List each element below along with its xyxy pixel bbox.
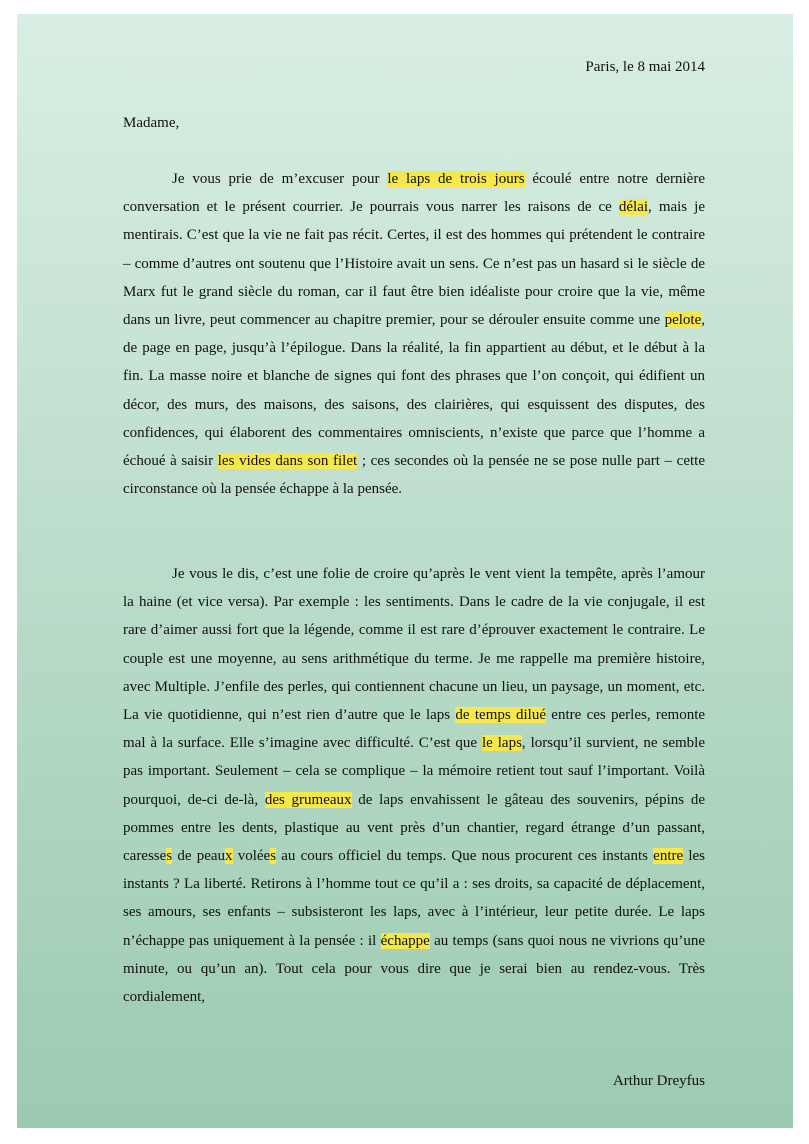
text-segment: volée	[232, 848, 271, 865]
salutation: Madame,	[123, 115, 180, 131]
text-segment: , lorsqu’il survient, ne semble pas important. Seulement – cela se complique – la mémoire retient tout sauf l’important. Voilà pourquoi, de-ci de-là,	[123, 735, 705, 808]
text-segment: Je vous le dis, c’est une folie de croire qu’après le vent vient la tempête, après l’amour la haine (et vice versa). Par exemple : les sentiments. Dans le cadre de la vie conjugale, il est rare d’aimer aussi fort que la légende, comme il est rare d’éprouver exactement le contraire. Le couple est une moyenne, au sens arithmétique du terme. Je me rappelle ma première histoire, avec Multiple. J’enfile des perles, qui contiennent chacune un lieu, un paysage, un moment, etc. La vie quotidienne, qui n’est rien d’autre que le laps	[123, 566, 705, 724]
text-segment: de laps envahissent le gâteau des souvenirs, pépins de pommes entre les dents, plastique au vent près d’un chantier, regard étrange d’un passant, caresse	[123, 791, 705, 865]
paragraph-2	[123, 560, 705, 1011]
highlight: x	[225, 848, 233, 865]
text-segment: de peau	[172, 848, 226, 865]
highlight: s	[166, 848, 173, 865]
highlight: entre	[653, 848, 684, 865]
highlight: le laps	[481, 735, 522, 752]
highlight: pelote	[664, 312, 702, 329]
text-segment: , mais je mentirais. C’est que la vie ne fait pas récit. Certes, il est des hommes qui prétendent le contraire – comme d’autres ont soutenu que l’Histoire avait un sens. Ce n’est pas un hasard si le siècle de Marx fut le grand siècle du roman, car il faut être bien idéaliste pour croire que la vie, même dans un livre, peut commencer au chapitre premier, pour se dérouler ensuite comme une	[123, 199, 706, 329]
letter-date: Paris, le 8 mai 2014	[585, 59, 705, 75]
highlight: le laps de trois jours	[387, 171, 525, 187]
highlight: délai	[618, 199, 649, 216]
highlight: s	[270, 848, 277, 865]
highlight: les vides dans son filet	[217, 453, 358, 470]
text-segment: ; ces secondes où la pensée ne se pose nulle part – cette circonstance où la pensée échappe à la pensée.	[123, 453, 705, 498]
text-segment: écoulé entre notre dernière conversation et le présent courrier. Je pourrais vous narrer les raisons de ce	[123, 171, 705, 216]
highlight: échappe	[380, 932, 430, 949]
paragraph-1	[123, 165, 705, 503]
text-segment: au cours officiel du temps. Que nous procurent ces instants	[276, 848, 654, 865]
text-segment: entre ces perles, remonte mal à la surface. Elle s’imagine avec difficulté. C’est que	[123, 707, 706, 752]
signature: Arthur Dreyfus	[612, 1073, 705, 1089]
text-segment: , de page en page, jusqu’à l’épilogue. Dans la réalité, la fin appartient au début, et le début à la fin. La masse noire et blanche de signes qui font des phrases que l’on conçoit, qui édifient un décor, des murs, des maisons, des saisons, des clairières, qui esquissent des disputes, des confidences, qui élaborent des commentaires omniscients, n’existe que parce que l’homme a échoué à saisir	[123, 312, 705, 470]
letter-page	[17, 14, 793, 1128]
highlight: des grumeaux	[264, 791, 352, 808]
text-segment: les instants ? La liberté. Retirons à l’homme tout ce qu’il a : ses droits, sa capacité de déplacement, ses amours, ses enfants – subsisteront les laps, avec à l’intérieur, leur petite durée. Le laps n’échappe pas uniquement à la pensée : il	[123, 848, 705, 949]
text-segment: au temps (sans quoi nous ne vivrions qu’une minute, ou qu’un an). Tout cela pour vous dire que je serai bien au rendez-vous. Très cordialement,	[123, 932, 705, 1006]
highlight: de temps dilué	[455, 707, 546, 724]
text-segment: Je vous prie de m’excuser pour	[172, 171, 388, 187]
